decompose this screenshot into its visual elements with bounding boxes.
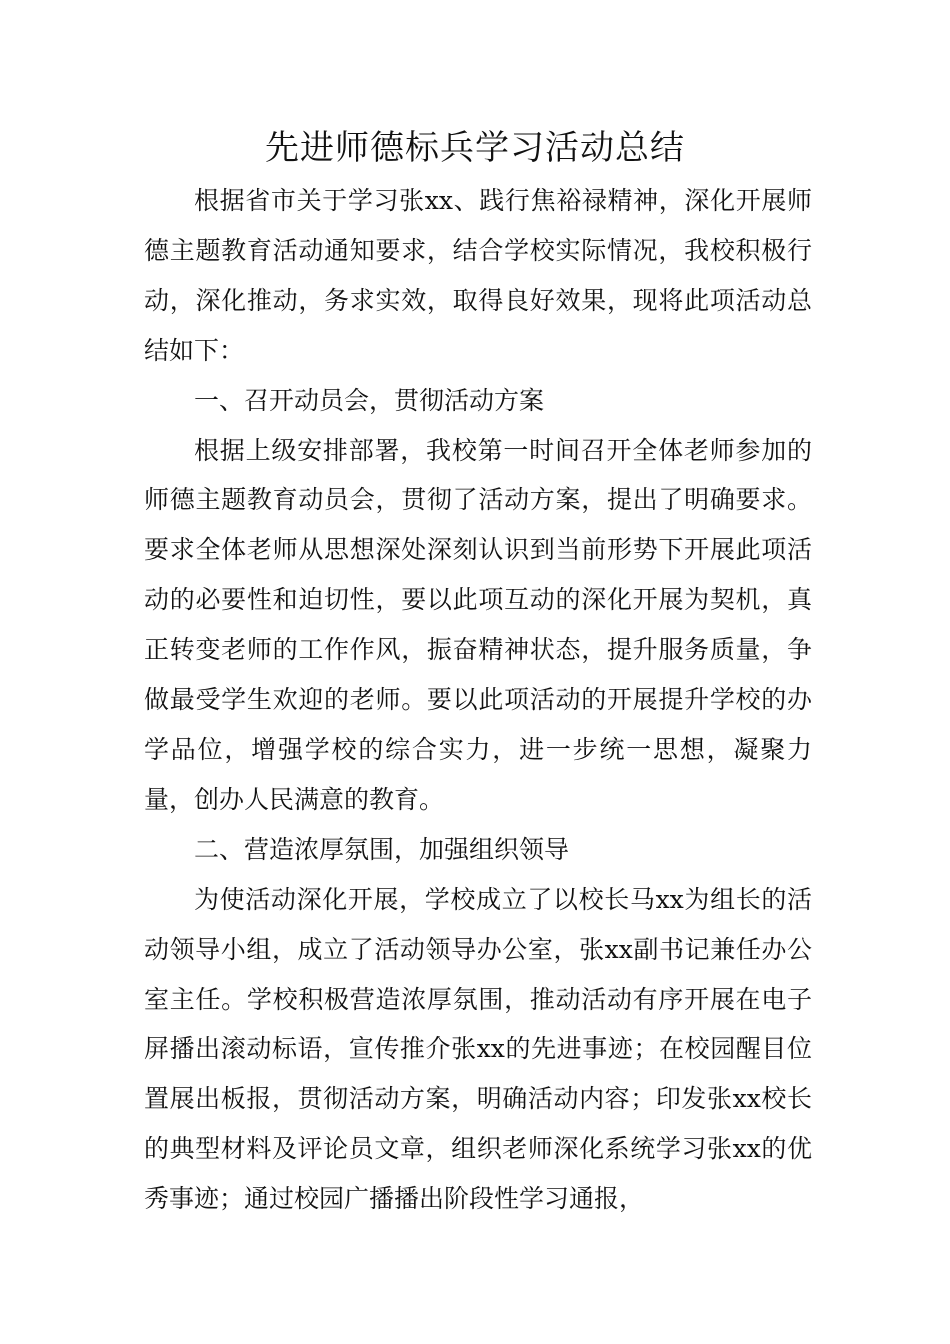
- section-heading-1: 一、召开动员会，贯彻活动方案: [194, 385, 545, 415]
- section-paragraph-2: 为使活动深化开展，学校成立了以校长马xx为组长的活动领导小组，成立了活动领导办公室，张xx副书记兼任办公室主任。学校积极营造浓厚氛围，推动活动有序开展在电子屏播出滚动标语，宣传推介张xx的先进事迹；在校园醒目位置展出板报，贯彻活动方案，明确活动内容；印发张xx校长的典型材料及评论员文章，组织老师深化系统学习张xx的优秀事迹；通过校园广播播出阶段性学习通报，: [144, 884, 812, 1214]
- section-heading-2: 二、营造浓厚氛围，加强组织领导: [194, 834, 570, 864]
- document-body: [144, 176, 812, 1224]
- section-paragraph-1: 根据上级安排部署，我校第一时间召开全体老师参加的师德主题教育动员会，贯彻了活动方案，提出了明确要求。要求全体老师从思想深处深刻认识到当前形势下开展此项活动的必要性和迫切性，要以此项互动的深化开展为契机，真正转变老师的工作作风，振奋精神状态，提升服务质量，争做最受学生欢迎的老师。要以此项活动的开展提升学校的办学品位，增强学校的综合实力，进一步统一思想，凝聚力量，创办人民满意的教育。: [144, 435, 812, 814]
- intro-paragraph: 根据省市关于学习张xx、践行焦裕禄精神，深化开展师德主题教育活动通知要求，结合学校实际情况，我校积极行动，深化推动，务求实效，取得良好效果，现将此项活动总结如下：: [144, 186, 812, 365]
- document-title: 先进师德标兵学习活动总结: [265, 128, 685, 168]
